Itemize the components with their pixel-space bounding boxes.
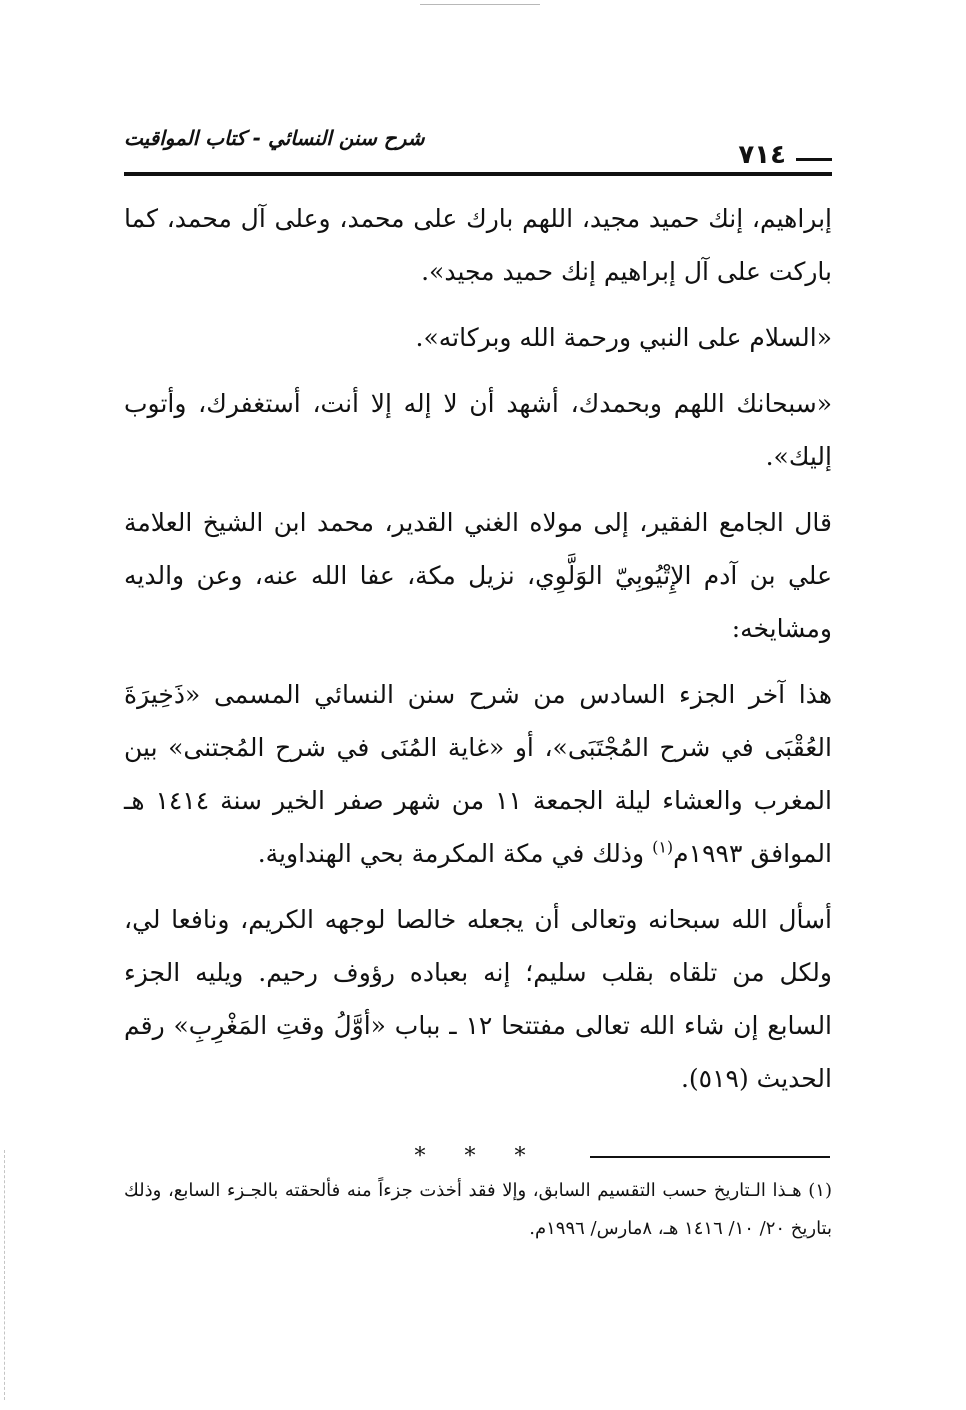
scan-left-edge xyxy=(4,1150,5,1400)
main-text xyxy=(124,192,832,1177)
running-title: شرح سنن النسائي - كتاب المواقيت xyxy=(124,126,425,150)
page-number: ٧١٤ xyxy=(738,140,786,170)
paragraph-completion-note xyxy=(124,668,832,880)
page-header xyxy=(124,120,832,178)
footnote-rule xyxy=(590,1156,830,1158)
scan-top-line xyxy=(420,4,540,5)
completion-location: وذلك في مكة المكرمة بحي الهنداوية. xyxy=(257,839,653,868)
footnote: (١) هـذا الـتاريخ حسب التقسيم السابق، وإلا فقد أخذت جزءاً منه فألحقته بالجـزء السابع، وذلك بتاريخ ٢٠/ ١٠/ ١٤١٦ هـ، ٨مارس/ ١٩٩٦م. xyxy=(124,1180,832,1239)
paragraph-salawat-end: إبراهيم، إنك حميد مجيد، اللهم بارك على محمد، وعلى آل محمد، كما باركت على آل إبراهيم إنك حميد مجيد». xyxy=(124,204,832,286)
paragraph-author-statement: قال الجامع الفقير، إلى مولاه الغني القدير، محمد ابن الشيخ العلامة علي بن آدم الإِتْيُوبِيّ الوَلَّوِي، نزيل مكة، عفا الله عنه، وعن والديه ومشايخه: xyxy=(124,508,832,643)
header-rule xyxy=(124,172,832,176)
paragraph-kaffarat-majlis: «سبحانك اللهم وبحمدك، أشهد أن لا إله إلا أنت، أستغفرك، وأتوب إليك». xyxy=(124,389,832,471)
completion-text: هذا آخر الجزء السادس من شرح سنن النسائي المسمى «ذَخِيرَةَ العُقْبَى في شرح المُجْتَبَى»، أو «غاية المُنَى في شرح المُجتنى» بين المغرب والعشاء ليلة الجمعة ١١ من شهر صفر الخير سنة ١٤١٤ هـ الموافق ١٩٩٣م xyxy=(124,680,832,868)
paragraph-dua-next-volume: أسأل الله سبحانه وتعالى أن يجعله خالصا لوجهه الكريم، ونافعا لي، ولكل من تلقاه بقلب سليم؛ إنه بعباده رؤوف رحيم. ويليه الجزء السابع إن شاء الله تعالى مفتتحا ١٢ ـ بباب «أوَّلُ وقتِ المَغْرِبِ» رقم الحديث (٥١٩). xyxy=(124,905,833,1093)
footnote-reference: (١) xyxy=(652,837,674,857)
paragraph-salam: «السلام على النبي ورحمة الله وبركاته». xyxy=(415,323,832,352)
section-separator: * * * xyxy=(414,1144,542,1169)
page-number-dash xyxy=(796,158,832,161)
